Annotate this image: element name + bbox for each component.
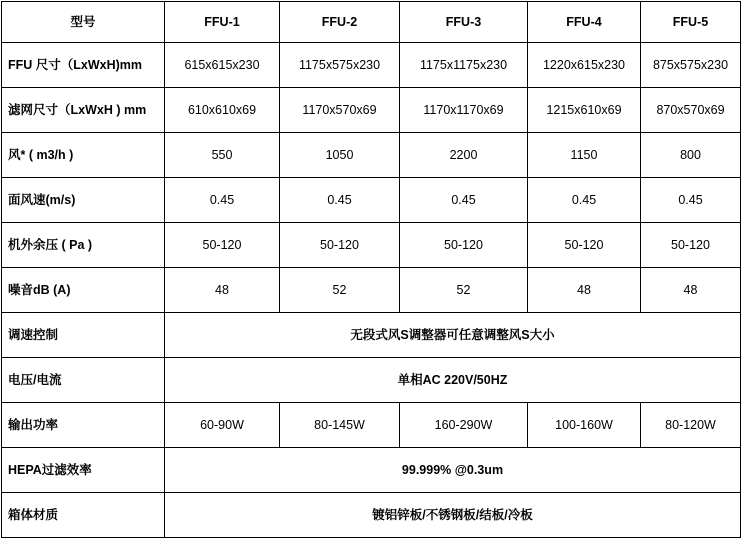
row-label: 调速控制	[2, 313, 165, 358]
table-row	[2, 493, 741, 538]
row-value-cell: 52	[280, 268, 400, 313]
row-value-cell: 1170x570x69	[280, 88, 400, 133]
row-value-cell: 48	[528, 268, 641, 313]
row-value-cell: 100-160W	[528, 403, 641, 448]
table-row	[2, 313, 741, 358]
row-value-cell: 48	[641, 268, 741, 313]
table-row	[2, 268, 741, 313]
table-row	[2, 448, 741, 493]
header-cell-model: 型号	[2, 2, 165, 43]
row-value-cell: 0.45	[400, 178, 528, 223]
row-value-cell: 0.45	[280, 178, 400, 223]
row-value-cell: 50-120	[165, 223, 280, 268]
row-label: 箱体材质	[2, 493, 165, 538]
row-value-cell: 870x570x69	[641, 88, 741, 133]
table-row	[2, 178, 741, 223]
ffu-spec-table	[1, 1, 741, 538]
row-label: 滤网尺寸（LxWxH ) mm	[2, 88, 165, 133]
row-label: 电压/电流	[2, 358, 165, 403]
row-value-cell: 1175x1175x230	[400, 43, 528, 88]
table-header-row	[2, 2, 741, 43]
header-cell-model-1: FFU-1	[165, 2, 280, 43]
row-value-cell: 80-145W	[280, 403, 400, 448]
row-value-cell: 875x575x230	[641, 43, 741, 88]
row-value-merged: 单相AC 220V/50HZ	[165, 358, 741, 403]
table-row	[2, 43, 741, 88]
table-row	[2, 133, 741, 178]
row-value-cell: 615x615x230	[165, 43, 280, 88]
row-value-cell: 80-120W	[641, 403, 741, 448]
row-label: 噪音dB (A)	[2, 268, 165, 313]
row-label: 风* ( m3/h )	[2, 133, 165, 178]
table-row	[2, 403, 741, 448]
row-value-merged: 99.999% @0.3um	[165, 448, 741, 493]
row-label: 机外余压 ( Pa )	[2, 223, 165, 268]
header-cell-model-3: FFU-3	[400, 2, 528, 43]
row-value-cell: 1170x1170x69	[400, 88, 528, 133]
table-row	[2, 223, 741, 268]
row-label: HEPA过滤效率	[2, 448, 165, 493]
row-value-cell: 2200	[400, 133, 528, 178]
row-value-cell: 160-290W	[400, 403, 528, 448]
row-value-cell: 50-120	[280, 223, 400, 268]
row-value-cell: 1220x615x230	[528, 43, 641, 88]
table-row	[2, 358, 741, 403]
row-value-cell: 1150	[528, 133, 641, 178]
row-value-cell: 550	[165, 133, 280, 178]
header-cell-model-2: FFU-2	[280, 2, 400, 43]
row-value-cell: 48	[165, 268, 280, 313]
row-value-cell: 610x610x69	[165, 88, 280, 133]
row-value-cell: 0.45	[528, 178, 641, 223]
row-value-cell: 50-120	[528, 223, 641, 268]
header-cell-model-4: FFU-4	[528, 2, 641, 43]
row-value-cell: 1175x575x230	[280, 43, 400, 88]
row-value-cell: 0.45	[641, 178, 741, 223]
row-label: 输出功率	[2, 403, 165, 448]
row-value-cell: 50-120	[641, 223, 741, 268]
row-label: 面风速(m/s)	[2, 178, 165, 223]
row-value-cell: 60-90W	[165, 403, 280, 448]
row-value-cell: 0.45	[165, 178, 280, 223]
row-value-cell: 1215x610x69	[528, 88, 641, 133]
row-value-merged: 镀铝锌板/不锈钢板/结板/冷板	[165, 493, 741, 538]
header-cell-model-5: FFU-5	[641, 2, 741, 43]
row-label: FFU 尺寸（LxWxH)mm	[2, 43, 165, 88]
table-row	[2, 88, 741, 133]
row-value-cell: 1050	[280, 133, 400, 178]
row-value-merged: 无段式风S调整器可任意调整风S大小	[165, 313, 741, 358]
row-value-cell: 800	[641, 133, 741, 178]
row-value-cell: 52	[400, 268, 528, 313]
spec-table-body	[2, 2, 741, 538]
row-value-cell: 50-120	[400, 223, 528, 268]
